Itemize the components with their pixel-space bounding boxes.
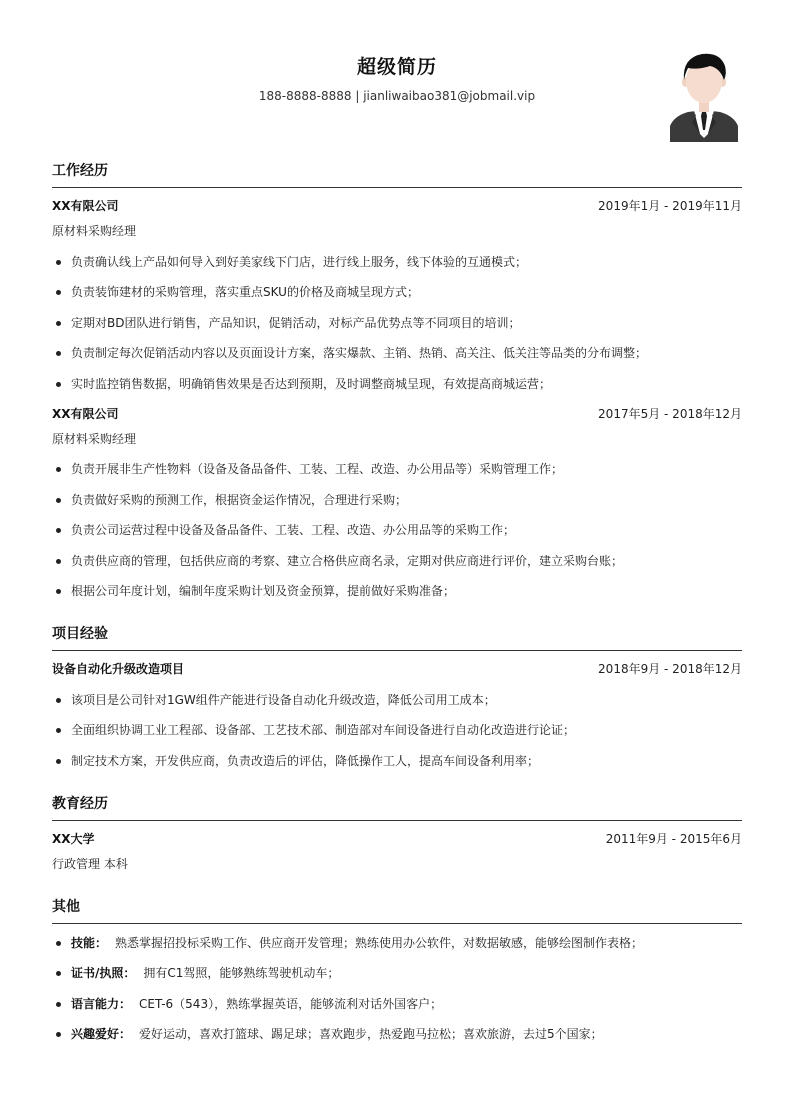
item-label: 语言能力： [71,996,132,1011]
section-title-education: 教育经历 [52,793,742,821]
list-item: 负责开展非生产性物料（设备及备品备件、工装、工程、改造、办公用品等）采购管理工作； [52,461,742,477]
candidate-name: 超级简历 [356,56,437,78]
work-entry [52,406,742,600]
list-item: 该项目是公司针对1GW组件产能进行设备自动化升级改造，降低公司用工成本； [52,692,742,708]
resume-header [0,0,794,150]
contact-info: 188-8888-8888 | jianliwaibao381@jobmail.vip [258,89,536,103]
item-label: 兴趣爱好： [71,1027,132,1041]
item-text: 爱好运动，喜欢打篮球、踢足球；喜欢跑步，热爱跑马拉松；喜欢旅游，去过5个国家； [139,1027,603,1041]
project-name: 设备自动化升级改造项目 [52,662,185,676]
item-text: 拥有C1驾照，能够熟练驾驶机动车； [143,966,340,980]
project-date: 2018年9月 - 2018年12月 [598,662,742,676]
work-date: 2017年5月 - 2018年12月 [598,406,742,421]
list-item: 负责确认线上产品如何导入到好美家线下门店，进行线上服务，线下体验的互通模式； [52,254,742,270]
list-item: 负责公司运营过程中设备及备品备件、工装、工程、改造、办公用品等的采购工作； [52,522,742,538]
section-title-projects: 项目经验 [52,623,742,651]
list-item: 根据公司年度计划，编制年度采购计划及资金预算，提前做好采购准备； [52,583,742,599]
work-entry [52,198,742,392]
list-item: 定期对BD团队进行销售，产品知识，促销活动，对标产品优势点等不同项目的培训； [52,315,742,331]
list-item [52,1026,742,1042]
list-item: 负责制定每次促销活动内容以及页面设计方案，落实爆款、主销、热销、高关注、低关注等品类的分布调整； [52,345,742,361]
item-text: 熟悉掌握招投标采购工作、供应商开发管理；熟练使用办公软件，对数据敏感，能够绘图制作表格； [115,935,644,950]
list-item: 负责装饰建材的采购管理，落实重点SKU的价格及商城呈现方式； [52,284,742,300]
list-item [52,935,742,951]
school-name: XX大学 [52,831,95,846]
list-item: 全面组织协调工业工程部、设备部、工艺技术部、制造部对车间设备进行自动化改造进行论证； [52,722,742,738]
work-date: 2019年1月 - 2019年11月 [598,199,742,213]
item-label: 证书/执照： [71,966,136,980]
education-date: 2011年9月 - 2015年6月 [605,831,742,846]
section-title-other: 其他 [52,896,742,924]
education-entry [52,831,742,872]
list-item [52,996,742,1012]
job-title: 原材料采购经理 [52,224,137,238]
list-item: 制定技术方案，开发供应商，负责改造后的评估，降低操作工人，提高车间设备利用率； [52,753,742,769]
job-title: 原材料采购经理 [52,431,137,446]
list-item: 实时监控销售数据，明确销售效果是否达到预期，及时调整商城呈现，有效提高商城运营； [52,376,742,392]
company-name: XX有限公司 [52,199,119,213]
company-name: XX有限公司 [52,406,119,421]
section-title-work: 工作经历 [52,160,742,188]
other-list [52,935,742,1043]
item-label: 技能： [71,935,108,950]
project-entry [52,661,742,769]
degree-info: 行政管理 本科 [52,856,128,871]
list-item: 负责做好采购的预测工作，根据资金运作情况，合理进行采购； [52,492,742,508]
item-text: CET-6（543），熟练掌握英语，能够流利对话外国客户； [139,996,443,1011]
avatar-icon [670,50,738,142]
resume-body [52,150,742,1042]
list-item: 负责供应商的管理，包括供应商的考察、建立合格供应商名录，定期对供应商进行评价，建立采购台账； [52,553,742,569]
list-item [52,965,742,981]
